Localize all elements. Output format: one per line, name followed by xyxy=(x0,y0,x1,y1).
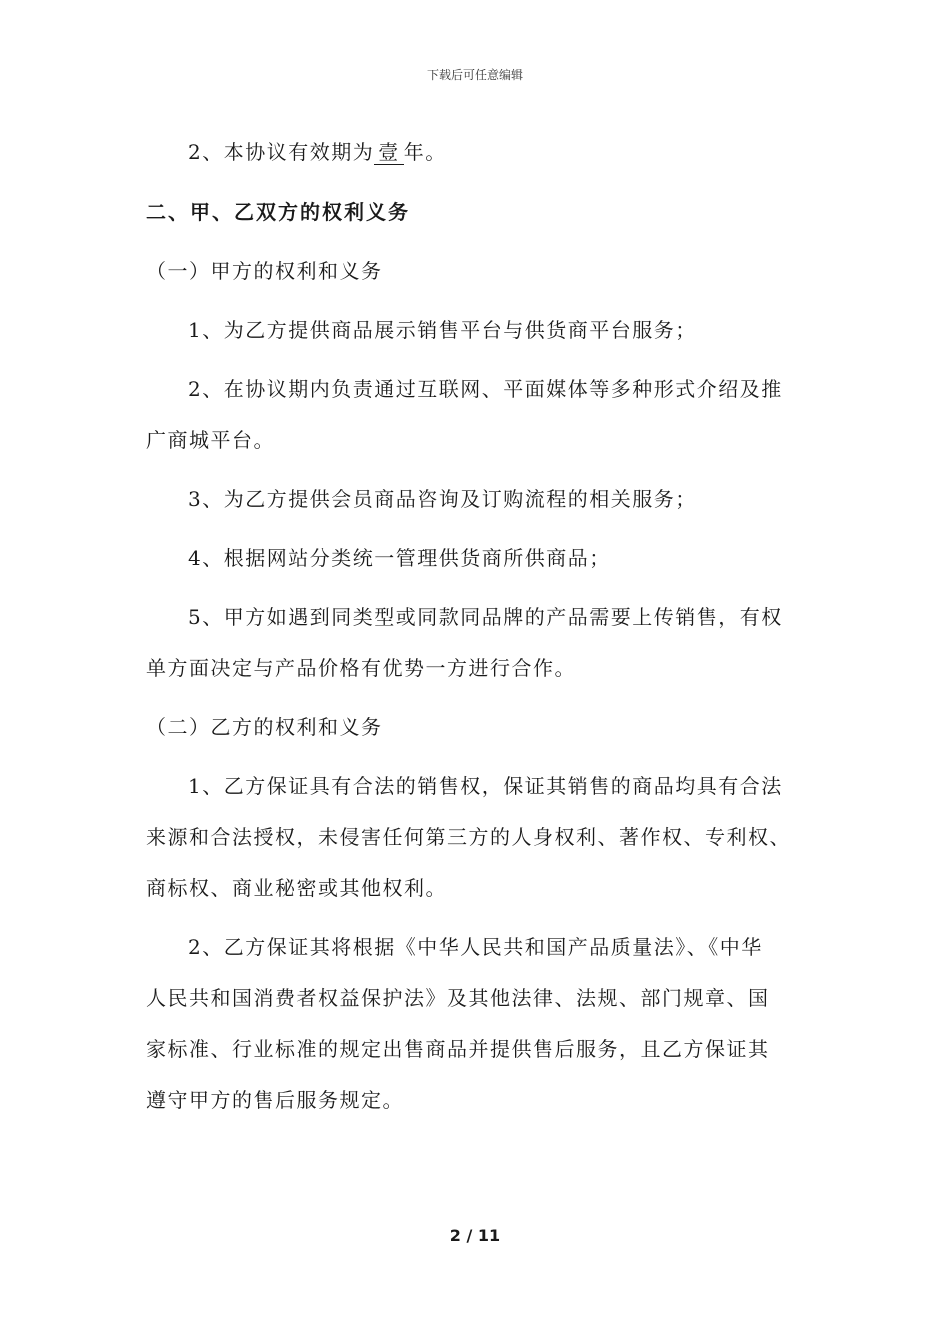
term-prefix: 2、本协议有效期为 xyxy=(188,140,375,164)
party-a-item-4: 4、根据网站分类统一管理供货商所供商品； xyxy=(188,546,611,570)
section-title: 二、甲、乙双方的权利义务 xyxy=(146,200,410,224)
subsection-title-party-b: （二）乙方的权利和义务 xyxy=(146,715,383,739)
header-note: 下载后可任意编辑 xyxy=(426,68,523,82)
party-a-item-1: 1、为乙方提供商品展示销售平台与供货商平台服务； xyxy=(188,318,697,342)
party-b-item-2-cont-2: 家标准、行业标准的规定出售商品并提供售后服务，且乙方保证其 xyxy=(146,1037,770,1061)
party-b-item-2: 2、乙方保证其将根据《中华人民共和国产品质量法》、《中华 xyxy=(188,935,763,959)
term-value: 壹 xyxy=(374,141,404,165)
page-number: 2 / 11 xyxy=(449,1226,501,1245)
party-b-item-2-cont-3: 遵守甲方的售后服务规定。 xyxy=(146,1088,404,1112)
party-a-item-3: 3、为乙方提供会员商品咨询及订购流程的相关服务； xyxy=(188,487,697,511)
party-a-item-5-cont: 单方面决定与产品价格有优势一方进行合作。 xyxy=(146,656,576,680)
subsection-title-party-a: （一）甲方的权利和义务 xyxy=(146,259,383,283)
party-a-item-2: 2、在协议期内负责通过互联网、平面媒体等多种形式介绍及推 xyxy=(188,377,783,401)
party-b-item-1-cont-2: 商标权、商业秘密或其他权利。 xyxy=(146,876,447,900)
party-b-item-1-cont-1: 来源和合法授权，未侵害任何第三方的人身权利、著作权、专利权、 xyxy=(146,825,791,849)
party-a-item-5: 5、甲方如遇到同类型或同款同品牌的产品需要上传销售，有权 xyxy=(188,605,783,629)
party-b-item-1: 1、乙方保证具有合法的销售权，保证其销售的商品均具有合法 xyxy=(188,774,783,798)
party-a-item-2-cont: 广商城平台。 xyxy=(146,428,275,452)
term-paragraph xyxy=(188,136,447,165)
party-b-item-2-cont-1: 人民共和国消费者权益保护法》及其他法律、法规、部门规章、国 xyxy=(146,986,770,1010)
term-suffix: 年。 xyxy=(403,140,447,164)
